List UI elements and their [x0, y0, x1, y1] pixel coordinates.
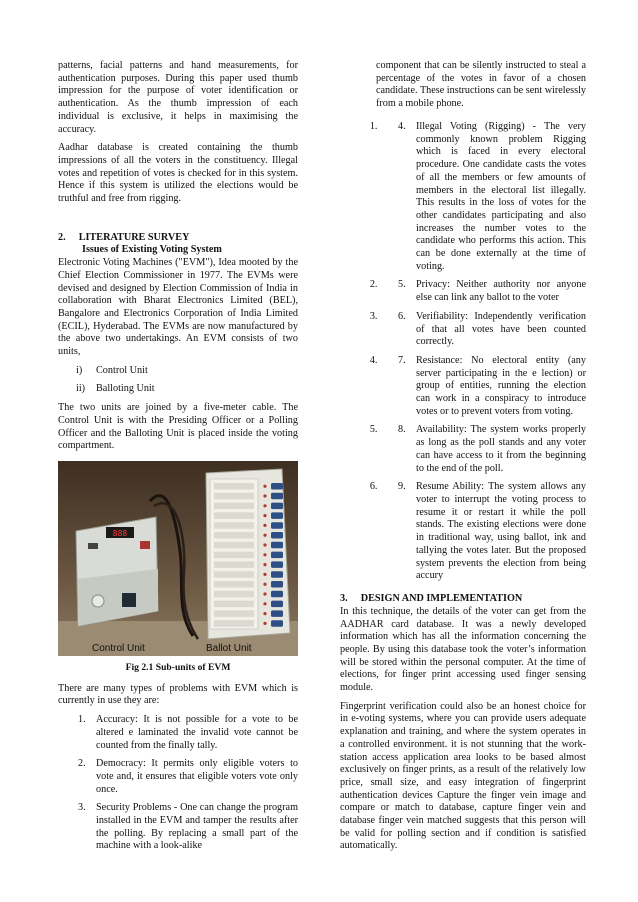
ballot-button	[271, 532, 283, 539]
list-item	[380, 121, 586, 273]
paragraph-thumb-impression: patterns, facial patterns and hand measurements, for authentication purposes. During this paper used thumb impression for the purpose of voter identification or authentication. As the thumb impression of each individual is exclusive, it helps in maximising the accuracy.	[58, 60, 298, 135]
ballot-name-slot	[214, 503, 254, 510]
list-item-text: Resistance: No electoral entity (any server participating in the e lection) or group of entities, running the election can work in a conspiracy to introduce votes or to prevent voters from voting.	[416, 354, 586, 417]
figure-label-ballot-unit: Ballot Unit	[206, 642, 252, 654]
list-marker: 3.	[78, 802, 86, 814]
list-marker: ii)	[76, 383, 86, 395]
control-unit-display: 888	[112, 528, 128, 538]
ballot-lamp	[263, 563, 266, 566]
list-item-text: Availability: The system works properly as long as the poll stands and any voter can have access to it from the beginning to the end of the poll.	[416, 424, 586, 474]
ballot-lamp	[263, 514, 266, 517]
section-heading-design-implementation	[340, 593, 586, 606]
ballot-name-slot	[214, 581, 254, 588]
list-marker: 4. 7.	[398, 354, 406, 366]
section-title: LITERATURE SURVEY	[78, 231, 190, 243]
ballot-lamp	[263, 534, 266, 537]
subheading-existing-voting-system: Issues of Existing Voting System	[82, 244, 222, 256]
list-item-text: Resume Ability: The system allows any voter to interrupt the voting process to resume it or restart it while the poll stands. The existing elections were done in traditional way, using ballot, ink and tallying the votes later. But the proposed system prevents the election from being accury	[416, 481, 586, 582]
list-marker: 2. 5.	[398, 279, 406, 291]
paragraph-fingerprint-verification: Fingerprint verification could also be an honest choice for in e-voting systems, where you can provide users adequate explanation and training, and where the system operates in a controlled environment. it is not stunning that the work- station access application area looks to be based almost exclusively on finger prints, as a result of the relatively low price, small size, and easy integration of fingerprint authentication devices Capture the finger vein image and compare or match to database, capture finger vein and database finger vein matched suggests that this person will be valid for polling section and if condition is satisfied automatically.	[340, 700, 586, 852]
list-item-text: component that can be silently instructed to steal a percentage of the votes in favor of a chosen candidate. These instructions can be sent wirelessly from a mobile phone.	[376, 60, 587, 110]
section-title: DESIGN AND IMPLEMENTATION	[360, 593, 523, 605]
right-column	[340, 60, 586, 859]
ballot-name-slot	[214, 493, 254, 500]
ballot-name-slot	[214, 532, 254, 539]
figure-label-control-unit: Control Unit	[92, 642, 145, 654]
ballot-name-slot	[214, 522, 254, 529]
paragraph-evm-history: Electronic Voting Machines ("EVM"), Idea mooted by the Chief Election Commissioner in 1977. The EVMs were devised and designed by Election Commission of India in collaboration with Bharat Electronics Limited (BEL), Bangalore and Electronics Corporation of India Limited (ECIL), Hyderabad. The EVMs are now manufactured by the above two undertakings. An EVM consists of two units,	[58, 257, 298, 358]
list-item-text: Security Problems - One can change the program installed in the EVM and tamper the results after the polling. By replacing a small part of the machine with a look-alike	[96, 802, 298, 852]
paragraph-evm-problems-intro: There are many types of problems with EVM which is currently in use they are:	[58, 682, 298, 707]
evm-units-list	[58, 365, 298, 396]
list-item	[380, 424, 586, 475]
control-unit	[76, 517, 158, 626]
list-marker: 6. 9.	[398, 481, 406, 493]
ballot-button	[271, 620, 283, 627]
ballot-name-slot	[214, 571, 254, 578]
list-item	[58, 802, 298, 853]
ballot-name-slot	[214, 601, 254, 608]
list-item-text: Accuracy: It is not possible for a vote to be altered e laminated the invalid vote cannot be counted from the finally tally.	[96, 714, 298, 751]
ballot-button	[271, 512, 283, 519]
list-marker: i)	[76, 364, 83, 376]
evm-problems-list-left	[58, 714, 298, 853]
ballot-button	[271, 493, 283, 500]
ballot-name-slot	[214, 512, 254, 519]
list-marker: 1. 4.	[398, 121, 406, 132]
ballot-button	[271, 601, 283, 608]
list-item	[380, 481, 586, 583]
list-item-text: Illegal Voting (Rigging) - The very commonly known problem Rigging which is faced in every electoral procedure. One candidate casts the votes of all the members or few amounts of members in the electoral list illegally. This results in the loss of votes for the other candidates participating and also increases the number votes to the candidate who performs this action. This can be done externally at the time of voting.	[416, 121, 586, 272]
ballot-lamp	[263, 583, 266, 586]
section-number: 3.	[340, 593, 348, 605]
list-item-continuation	[340, 60, 586, 111]
figure-caption: Fig 2.1 Sub-units of EVM	[125, 661, 231, 673]
paragraph-aadhar-database: Aadhar database is created containing the thumb impressions of all the voters in the constituency. Illegal votes and repetition of votes is checked for in this system. Hence if this system is utilized the elections would be truthful and free from rigging.	[58, 142, 298, 205]
ballot-button	[271, 552, 283, 559]
ballot-name-slot	[214, 620, 254, 627]
list-marker: 2.	[78, 758, 86, 770]
list-item	[58, 758, 298, 796]
evm-photo-illustration	[58, 461, 298, 656]
ballot-lamp	[263, 592, 266, 595]
list-item	[58, 714, 298, 752]
list-item	[58, 365, 298, 378]
ballot-button	[271, 522, 283, 529]
ballot-unit	[206, 469, 290, 639]
ballot-button	[271, 542, 283, 549]
paragraph-units-joined: The two units are joined by a five-meter cable. The Control Unit is with the Presiding Officer or a Polling Officer and the Balloting Unit is placed inside the voting compartment.	[58, 402, 298, 452]
ballot-button	[271, 571, 283, 578]
list-marker: 5. 8.	[398, 424, 406, 436]
ballot-lamp	[263, 485, 266, 488]
ballot-button	[271, 483, 283, 490]
ballot-lamp	[263, 504, 266, 507]
left-column	[58, 60, 298, 859]
ballot-button	[271, 591, 283, 598]
section-heading-literature-survey	[58, 232, 298, 245]
list-item-text: Democracy: It permits only eligible voters to vote and, it ensures that eligible voters vote only once.	[96, 758, 298, 795]
list-item	[380, 279, 586, 304]
ballot-button	[271, 561, 283, 568]
ballot-button	[271, 581, 283, 588]
list-item-text: Control Unit	[96, 364, 148, 376]
ballot-name-slot	[214, 591, 254, 598]
list-item-text: Verifiability: Independently verification of that all votes have been counted correctly.	[416, 310, 586, 348]
ballot-lamp	[263, 602, 266, 605]
list-marker: 1.	[78, 714, 86, 726]
list-marker: 3. 6.	[398, 310, 406, 322]
list-item	[58, 383, 298, 396]
list-item-text: Privacy: Neither authority nor anyone else can link any ballot to the voter	[416, 279, 586, 304]
ballot-lamp	[263, 622, 266, 625]
ballot-lamp	[263, 524, 266, 527]
list-item	[380, 311, 586, 349]
ballot-name-slot	[214, 483, 254, 490]
ballot-name-slot	[214, 610, 254, 617]
ballot-name-slot	[214, 552, 254, 559]
evm-figure	[58, 461, 298, 656]
section-number: 2.	[58, 231, 66, 243]
ballot-name-slot	[214, 561, 254, 568]
evm-problems-list-right	[340, 121, 586, 583]
ballot-lamp	[263, 612, 266, 615]
ballot-lamp	[263, 553, 266, 556]
ballot-lamp	[263, 543, 266, 546]
ballot-button	[271, 503, 283, 510]
list-item	[380, 355, 586, 419]
ballot-button	[271, 610, 283, 617]
ballot-lamp	[263, 494, 266, 497]
ballot-lamp	[263, 573, 266, 576]
list-item-text: Balloting Unit	[96, 383, 155, 395]
paragraph-aadhar-technique: In this technique, the details of the voter can get from the AADHAR card database. It was a newly developed information which has all the information concerning the people. By using this database took the voter’s information will be stored within the personal computer. At the time of elections, for finger print accessing used finger sensing module.	[340, 605, 586, 694]
ballot-name-slot	[214, 542, 254, 549]
